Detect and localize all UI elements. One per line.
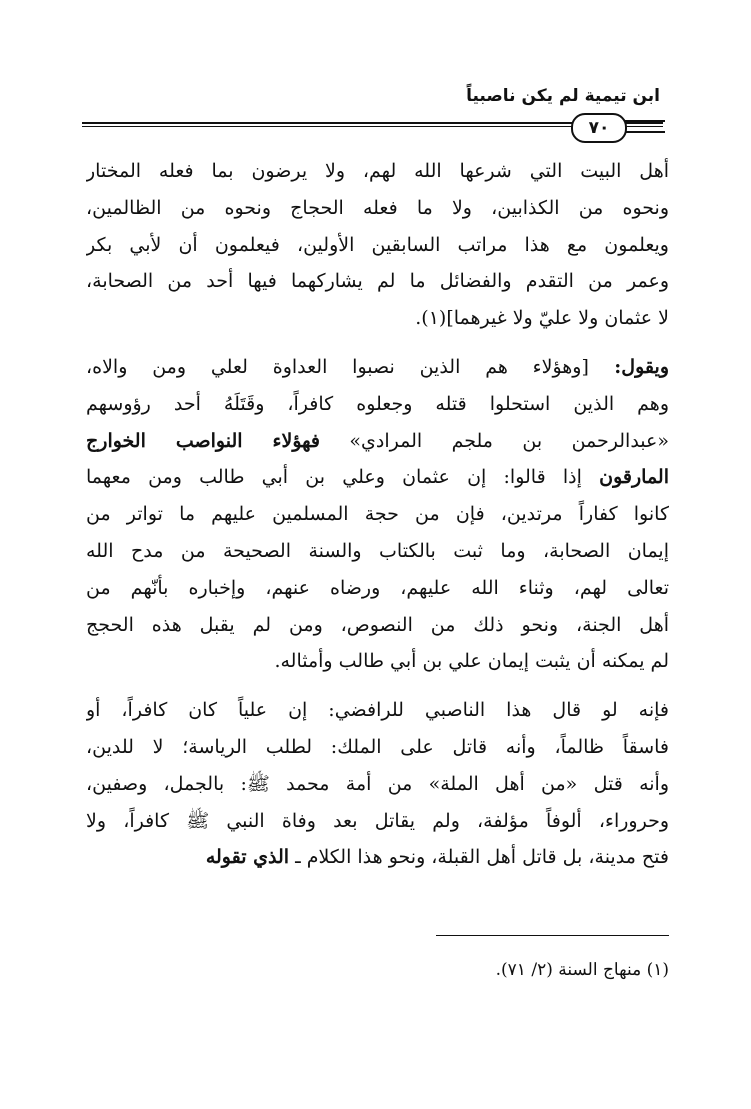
text-span: وعمر من التقدم والفضائل ما لم يشاركهما فيها أحد من الصحابة، xyxy=(86,270,669,293)
paragraph-gap xyxy=(86,680,669,692)
text-line xyxy=(86,153,669,190)
text-line xyxy=(86,386,669,423)
text-span: «عبدالرحمن بن ملجم المرادي» xyxy=(319,429,669,452)
text-line xyxy=(86,423,669,460)
text-span: ونحوه من الكذابين، ولا ما فعله الحجاج ونحوه من الظالمين، xyxy=(86,196,669,219)
paragraph xyxy=(86,692,669,876)
body-text xyxy=(86,153,669,876)
text-line xyxy=(86,227,669,264)
text-line xyxy=(86,643,669,680)
footnote: (١) منهاج السنة (٢/ ٧١). xyxy=(495,960,669,980)
text-line xyxy=(86,729,669,766)
running-title: ابن تيمية لم يكن ناصبياً xyxy=(466,86,660,106)
bold-text-span: الذي تقوله xyxy=(205,846,290,869)
text-span: كانوا كفاراً مرتدين، فإن من حجة المسلمين عليهم ما تواتر من xyxy=(86,503,669,526)
text-line xyxy=(86,839,669,876)
text-line xyxy=(86,349,669,386)
text-line xyxy=(86,300,669,337)
text-span: وهم الذين استحلوا قتله وجعلوه كافراً، وقَتَلَهُ أحد رؤوسهم xyxy=(86,392,669,415)
text-span: لا عثمان ولا عليّ ولا غيرهما](١). xyxy=(415,307,669,330)
text-line xyxy=(86,766,669,803)
text-span: [وهؤلاء هم الذين نصبوا العداوة لعلي ومن والاه، xyxy=(86,355,589,378)
text-span: إذا قالوا: إن عثمان وعلي بن أبي طالب ومن معهما xyxy=(86,466,600,489)
page-number: ٧٠ xyxy=(571,113,627,143)
text-span: إيمان الصحابة، وما ثبت بالكتاب والسنة الصحيحة من مدح الله xyxy=(86,539,669,562)
text-span: فإنه لو قال هذا الناصبي للرافضي: إن علياً كان كافراً، أو xyxy=(86,699,669,722)
paragraph xyxy=(86,349,669,680)
text-span: فتح مدينة، بل قاتل أهل القبلة، ونحو هذا الكلام ـ xyxy=(289,846,669,869)
text-line xyxy=(86,803,669,840)
text-span: فاسقاً ظالماً، وأنه قاتل على الملك: لطلب الرياسة؛ لا للدين، xyxy=(86,735,669,758)
bold-text-span: فهؤلاء النواصب الخوارج xyxy=(86,429,320,452)
text-span: تعالى لهم، وثناء الله عليهم، ورضاه عنهم، وإخباره بأنّهم من xyxy=(86,576,669,599)
bold-text-span: ويقول: xyxy=(588,355,669,378)
text-line xyxy=(86,190,669,227)
text-span: أهل البيت التي شرعها الله لهم، ولا يرضون بما فعله المختار xyxy=(86,160,669,182)
bold-text-span: المارقون xyxy=(599,466,669,489)
text-span: أهل الجنة، ونحو ذلك من النصوص، ومن لم يقبل هذه الحجج xyxy=(86,613,669,636)
paragraph xyxy=(86,153,669,337)
text-line xyxy=(86,570,669,607)
text-span: وحروراء، ألوفاً مؤلفة، ولم يقاتل بعد وفاة النبي ﷺ كافراً، ولا xyxy=(86,809,669,832)
paragraph-gap xyxy=(86,337,669,349)
text-span: لم يمكنه أن يثبت إيمان علي بن أبي طالب وأمثاله. xyxy=(274,650,669,673)
text-span: ويعلمون مع هذا مراتب السابقين الأولين، فيعلمون أن لأبي بكر xyxy=(86,233,669,256)
footnote-separator xyxy=(436,935,669,936)
text-line xyxy=(86,459,669,496)
text-line xyxy=(86,607,669,644)
text-line xyxy=(86,496,669,533)
page-number-ornament xyxy=(623,120,665,133)
text-line xyxy=(86,263,669,300)
text-span: وأنه قتل «من أهل الملة» من أمة محمد ﷺ: بالجمل، وصفين، xyxy=(86,772,669,795)
text-line xyxy=(86,533,669,570)
text-line xyxy=(86,692,669,729)
